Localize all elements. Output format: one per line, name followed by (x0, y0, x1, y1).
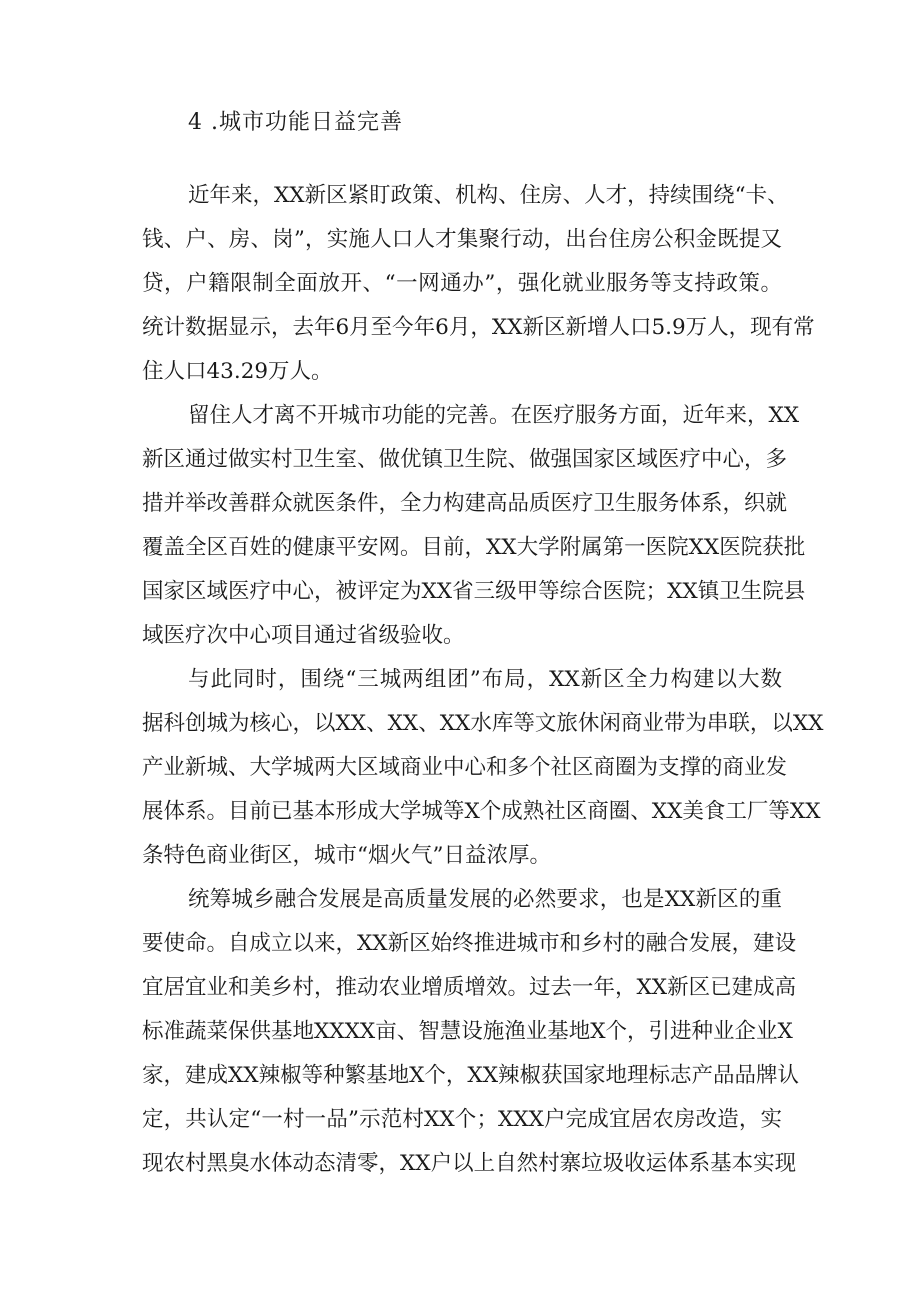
paragraph-3-line-3: 产业新城、大学城两大区域商业中心和多个社区商圈为支撑的商业发 (142, 755, 788, 780)
paragraph-1-line-1: 近年来，XX新区紧盯政策、机构、住房、人才，持续围绕“卡、 (188, 183, 789, 208)
paragraph-4-line-6: 定，共认定“一村一品”示范村XX个；XXX户完成宜居农房改造，实 (142, 1107, 782, 1132)
paragraph-1-line-4: 统计数据显示，去年6月至今年6月，XX新区新增人口5.9万人，现有常 (142, 315, 815, 340)
paragraph-3-line-1: 与此同时，围绕“三城两组团”布局，XX新区全力构建以大数 (188, 667, 782, 692)
paragraph-1-line-3: 贷，户籍限制全面放开、“一网通办”，强化就业服务等支持政策。 (142, 271, 782, 296)
paragraph-2-line-5: 国家区域医疗中心，被评定为XX省三级甲等综合医院；XX镇卫生院县 (142, 579, 806, 604)
paragraph-4-line-3: 宜居宜业和美乡村，推动农业增质增效。过去一年，XX新区已建成高 (142, 975, 797, 1000)
paragraph-1-line-5: 住人口43.29万人。 (142, 359, 333, 384)
paragraph-4-line-7: 现农村黑臭水体动态清零，XX户以上自然村寨垃圾收运体系基本实现 (142, 1151, 797, 1176)
paragraph-2-line-1: 留住人才离不开城市功能的完善。在医疗服务方面，近年来，XX (188, 403, 800, 428)
paragraph-1-line-2: 钱、户、房、岗”，实施人口人才集聚行动，出台住房公积金既提又 (142, 227, 782, 252)
paragraph-2-line-4: 覆盖全区百姓的健康平安网。目前，XX大学附属第一医院XX医院获批 (142, 535, 806, 560)
paragraph-4-line-2: 要使命。自成立以来，XX新区始终推进城市和乡村的融合发展，建设 (142, 931, 797, 956)
paragraph-3-line-5: 条特色商业街区，城市“烟火气”日益浓厚。 (142, 843, 551, 868)
paragraph-2-line-6: 域医疗次中心项目通过省级验收。 (142, 623, 465, 648)
paragraph-2-line-3: 措并举改善群众就医条件，全力构建高品质医疗卫生服务体系，织就 (142, 491, 788, 516)
paragraph-4-line-1: 统筹城乡融合发展是高质量发展的必然要求，也是XX新区的重 (188, 887, 782, 912)
paragraph-2-line-2: 新区通过做实村卫生室、做优镇卫生院、做强国家区域医疗中心，多 (142, 447, 788, 472)
paragraph-4-line-4: 标准蔬菜保供基地XXXX亩、智慧设施渔业基地X个，引进种业企业X (142, 1019, 793, 1044)
paragraph-3-line-4: 展体系。目前已基本形成大学城等X个成熟社区商圈、XX美食工厂等XX (142, 799, 821, 824)
paragraph-4-line-5: 家，建成XX辣椒等种繁基地X个，XX辣椒获国家地理标志产品品牌认 (142, 1063, 800, 1088)
section-heading: 4 .城市功能日益完善 (188, 110, 403, 135)
paragraph-3-line-2: 据科创城为核心，以XX、XX、XX水库等文旅休闲商业带为串联，以XX (142, 711, 824, 736)
